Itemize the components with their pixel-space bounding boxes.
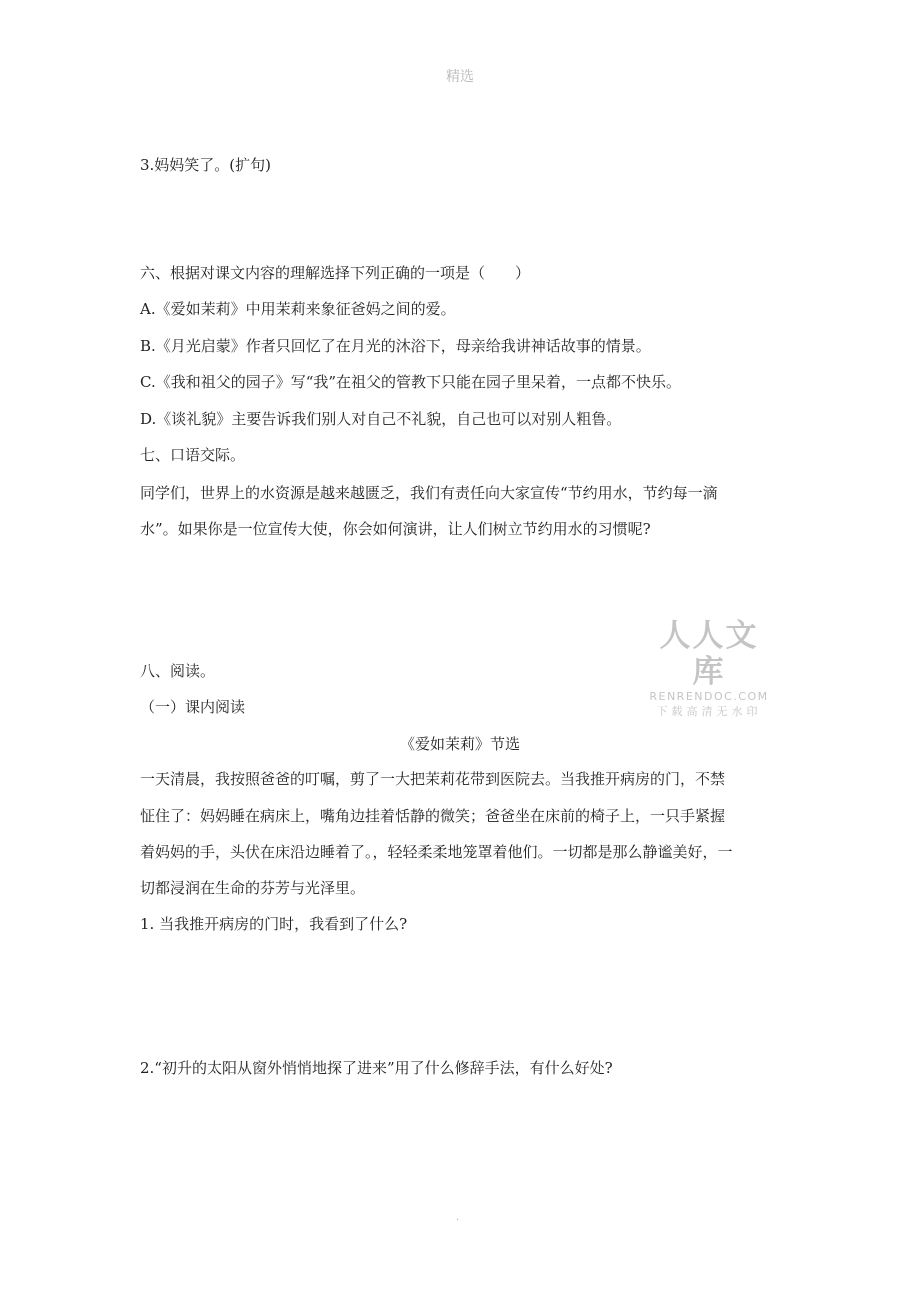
reading-question-1: 1. 当我推开病房的门时，我看到了什么? [140, 915, 408, 933]
page-header: 精选 [446, 69, 474, 85]
watermark-subtitle: 下载高清无水印 [656, 705, 762, 718]
option-d: D.《谈礼貌》主要告诉我们别人对自己不礼貌，自己也可以对别人粗鲁。 [140, 410, 622, 428]
passage-line-3: 着妈妈的手，头伏在床沿边睡着了。，轻轻柔柔地笼罩着他们。一切都是那么静谧美好，一 [140, 843, 733, 861]
watermark [645, 618, 773, 720]
section-7-line-2: 水”。如果你是一位宣传大使，你会如何演讲，让人们树立节约用水的习惯呢? [140, 520, 651, 538]
page-footer-mark: . [456, 1212, 460, 1223]
passage-line-1: 一天清晨，我按照爸爸的叮嘱，剪了一大把茉莉花带到医院去。当我推开病房的门，不禁 [140, 770, 726, 788]
passage-line-4: 切都浸润在生命的芬芳与光泽里。 [140, 879, 366, 897]
question-3: 3.妈妈笑了。(扩句) [140, 156, 272, 174]
section-8-subtitle: （一）课内阅读 [140, 698, 246, 716]
section-6-title: 六、根据对课文内容的理解选择下列正确的一项是（ ） [140, 264, 531, 282]
watermark-title: 人人文库 [659, 618, 759, 690]
section-7-line-1: 同学们，世界上的水资源是越来越匮乏，我们有责任向大家宣传“节约用水，节约每一滴 [140, 484, 718, 502]
option-a: A.《爱如茉莉》中用茉莉来象征爸妈之间的爱。 [140, 300, 456, 318]
option-b: B.《月光启蒙》作者只回忆了在月光的沐浴下，母亲给我讲神话故事的情景。 [140, 337, 651, 355]
section-8-title: 八、阅读。 [140, 662, 216, 680]
option-c: C.《我和祖父的园子》写“我”在祖父的管教下只能在园子里呆着，一点都不快乐。 [140, 373, 682, 391]
watermark-url: RENRENDOC.COM [649, 690, 769, 703]
passage-title: 《爱如茉莉》节选 [399, 735, 520, 753]
passage-line-2: 怔住了：妈妈睡在病床上，嘴角边挂着恬静的微笑；爸爸坐在床前的椅子上，一只手紧握 [140, 807, 726, 825]
reading-question-2: 2.“初升的太阳从窗外悄悄地探了进来”用了什么修辞手法，有什么好处? [140, 1059, 613, 1077]
section-7-title: 七、口语交际。 [140, 446, 246, 464]
